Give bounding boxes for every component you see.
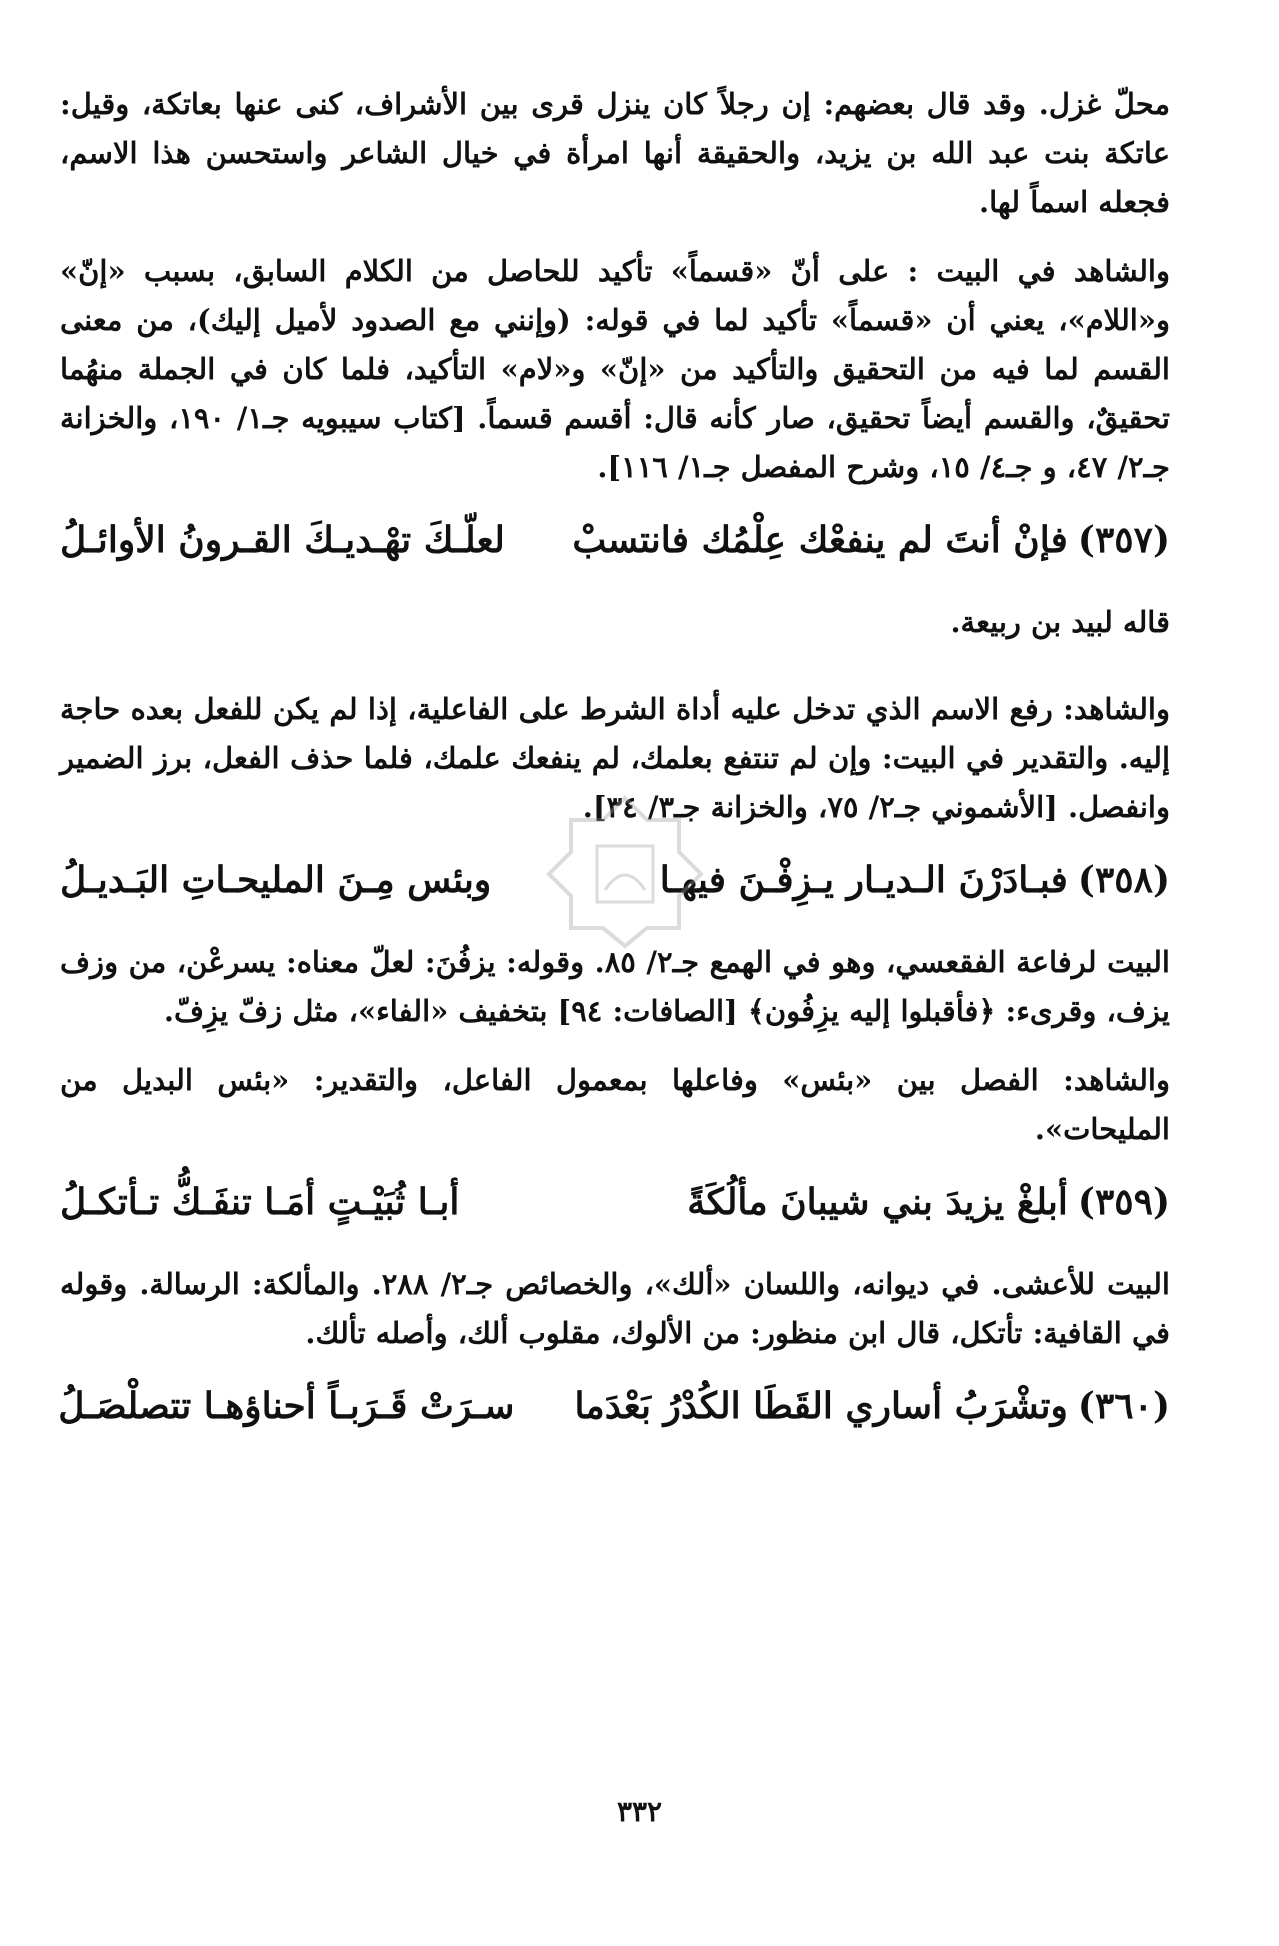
verse-first-hemistich: فإنْ أنتَ لم ينفعْك عِلْمُك فانتسبْ <box>572 519 1068 561</box>
page-content <box>60 80 1170 1464</box>
verse-second-hemistich: سـرَتْ قَـرَبـاً أحناؤهـا تتصلْصَـلُ <box>58 1385 515 1427</box>
paragraph-commentary-4: والشاهد: رفع الاسم الذي تدخل عليه أداة الشرط على الفاعلية، إذا لم يكن للفعل بعده حاجة إليه. والتقدير في البيت: وإن لم تنتفع بعلمك، لم ينفعك علمك، فلما حذف الفعل، برز الضمير وانفصل. [الأشموني جـ٢/ ٧٥، والخزانة جـ٣/ ٣٤]. <box>60 692 1170 824</box>
verse-360 <box>60 1378 1170 1434</box>
page-number: ٣٣٢ <box>616 1795 663 1828</box>
verse-number: (٣٥٩) <box>1077 1181 1170 1223</box>
verse-second-hemistich: أبـا ثُبَيْـتٍ أمَـا تنفَـكُّ تـأتكـلُ <box>60 1181 460 1223</box>
verse-357 <box>60 512 1170 568</box>
verse-number: (٣٥٨) <box>1077 859 1170 901</box>
paragraph-attribution: قاله لبيد بن ربيعة. <box>950 605 1170 639</box>
verse-second-hemistich: لعلّـكَ تهْـديـكَ القـرونُ الأوائـلُ <box>60 519 505 561</box>
verse-second-hemistich: وبئس مِـنَ المليحـاتِ البَـديـلُ <box>60 859 492 901</box>
verse-first-hemistich: وتشْرَبُ أساري القَطَا الكُدْرُ بَعْدَما <box>574 1385 1068 1427</box>
verse-number: (٣٦٠) <box>1077 1385 1170 1427</box>
library-watermark-icon <box>535 790 715 950</box>
paragraph-commentary-5: البيت لرفاعة الفقعسي، وهو في الهمع جـ٢/ ٨٥. وقوله: يزفُنَ: لعلّ معناه: يسرعْن، من وزف يزف، وقرىء: ﴿فأقبلوا إليه يزِفُون﴾ [الصافات: ٩٤] بتخفيف «الفاء»، مثل زفّ يزِفّ. <box>60 945 1170 1028</box>
verse-number: (٣٥٧) <box>1077 519 1170 561</box>
paragraph-commentary-2: والشاهد في البيت : على أنّ «قسماً» تأكيد للحاصل من الكلام السابق، بسبب «إنّ» و«اللام»، يعني أن «قسماً» تأكيد لما في قوله: (وإنني مع الصدود لأميل إليك)، من معنى القسم لما فيه من التحقيق والتأكيد من «إنّ» و«لام» التأكيد، فلما كان في الجملة منهُما تحقيقٌ، والقسم أيضاً تحقيق، صار كأنه قال: أقسم قسماً. [كتاب سيبويه جـ١/ ١٩٠، والخزانة جـ٢/ ٤٧، و جـ٤/ ١٥، وشرح المفصل جـ١/ ١١٦]. <box>60 254 1170 484</box>
verse-first-hemistich: أبلغْ يزيدَ بني شيبانَ مألُكَةً <box>687 1181 1068 1223</box>
paragraph-commentary-1: محلّ غزل. وقد قال بعضهم: إن رجلاً كان ينزل قرى بين الأشراف، كنى عنها بعاتكة، وقيل: عاتكة بنت عبد الله بن يزيد، والحقيقة أنها امرأة في خيال الشاعر واستحسن هذا الاسم، فجعله اسماً لها. <box>60 87 1170 219</box>
verse-359 <box>60 1174 1170 1230</box>
verse-first-hemistich: فبـادَرْنَ الـديـار يـزِفْـنَ فيهـا <box>659 859 1068 901</box>
paragraph-commentary-7: البيت للأعشى. في ديوانه، واللسان «ألك»، والخصائص جـ٢/ ٢٨٨. والمألكة: الرسالة. وقوله في القافية: تأتكل، قال ابن منظور: من الألوك، مقلوب ألك، وأصله تألك. <box>60 1267 1170 1350</box>
paragraph-commentary-6: والشاهد: الفصل بين «بئس» وفاعلها بمعمول الفاعل، والتقدير: «بئس البديل من المليحات». <box>60 1063 1170 1146</box>
